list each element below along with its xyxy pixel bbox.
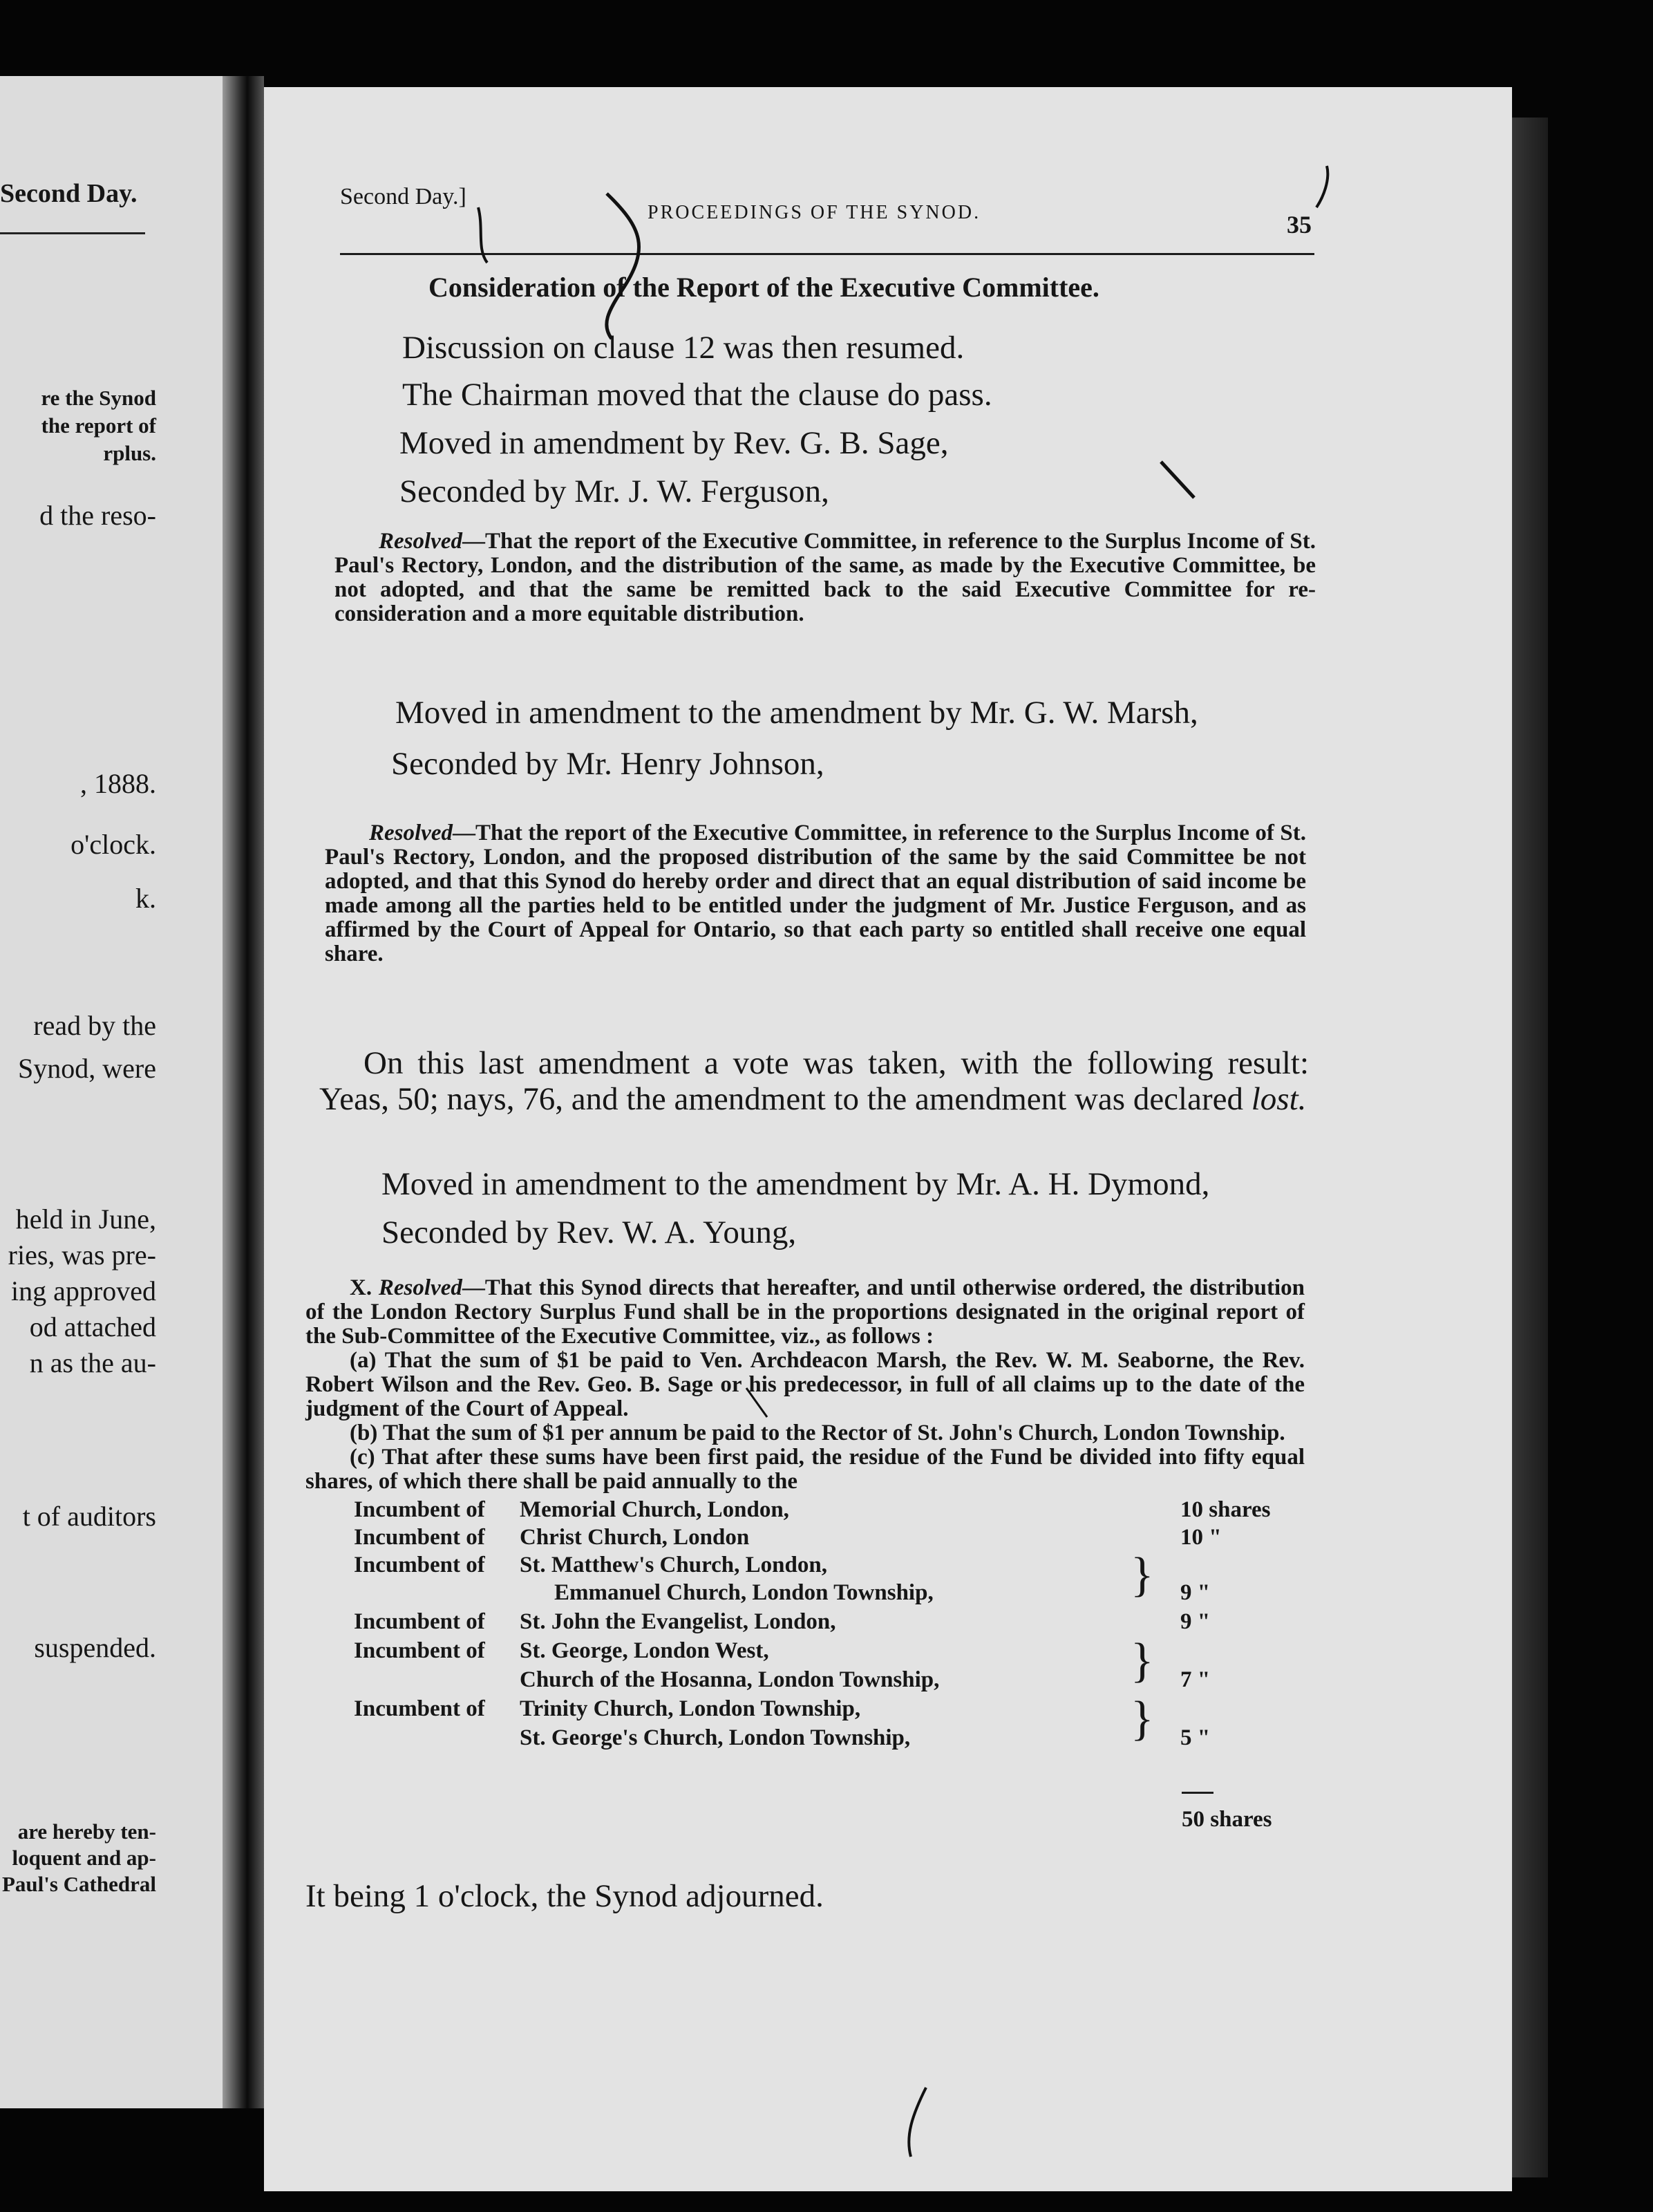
left-line: o'clock.	[70, 829, 156, 860]
row-church: Christ Church, London	[520, 1525, 750, 1550]
paragraph-moved-amendment-to-amendment: Moved in amendment to the amendment by Mr. G. W. Marsh,	[395, 695, 1198, 731]
left-line: ries, was pre-	[8, 1239, 156, 1271]
row-label: Incumbent of	[354, 1497, 485, 1522]
paragraph-seconded-amendment: Seconded by Mr. J. W. Ferguson,	[399, 474, 829, 509]
row-shares: 7 "	[1180, 1667, 1211, 1692]
paragraph-adjourned: It being 1 o'clock, the Synod adjourned.	[305, 1878, 824, 1914]
row-label: Incumbent of	[354, 1638, 485, 1663]
left-line: the report of	[41, 413, 156, 438]
row-shares: 5 "	[1180, 1725, 1211, 1750]
table-brace: }	[1131, 1548, 1154, 1602]
row-label: Incumbent of	[354, 1553, 485, 1577]
paragraph-moved-amendment: Moved in amendment by Rev. G. B. Sage,	[399, 425, 949, 461]
paragraph-resumed: Discussion on clause 12 was then resumed.	[402, 330, 965, 366]
left-line: read by the	[33, 1010, 156, 1041]
row-label: Incumbent of	[354, 1696, 485, 1721]
resolved-label: Resolved	[379, 529, 462, 554]
resolution-prefix: X.	[350, 1275, 372, 1300]
clause-b: (b) That the sum of $1 per annum be paid to the Rector of St. John's Church, London Township.	[350, 1421, 1285, 1445]
row-church: St. John the Evangelist, London,	[520, 1609, 836, 1634]
table-brace: }	[1131, 1692, 1154, 1745]
row-church: St. George's Church, London Township,	[520, 1725, 911, 1750]
pencil-stroke	[909, 2088, 926, 2157]
section-heading: Consideration of the Report of the Executive Committee.	[428, 272, 1099, 303]
left-page-header: Second Day.	[0, 179, 138, 208]
pencil-stroke	[1316, 166, 1328, 207]
row-church: St. George, London West,	[520, 1638, 769, 1663]
row-church: Memorial Church, London,	[520, 1497, 789, 1522]
row-church: Trinity Church, London Township,	[520, 1696, 861, 1721]
left-line: Synod, were	[18, 1053, 156, 1084]
row-shares: 10 "	[1180, 1525, 1222, 1550]
row-church: St. Matthew's Church, London,	[520, 1553, 827, 1577]
left-line: d the reso-	[39, 500, 156, 531]
row-shares: 10 shares	[1180, 1497, 1271, 1522]
page-number: 35	[1287, 211, 1312, 238]
pencil-stroke	[746, 1388, 767, 1417]
row-church: Emmanuel Church, London Township,	[554, 1580, 934, 1605]
row-church: Church of the Hosanna, London Township,	[520, 1667, 940, 1692]
left-line: t of auditors	[22, 1501, 156, 1532]
left-line: re the Synod	[41, 386, 156, 410]
row-label: Incumbent of	[354, 1609, 485, 1634]
left-line: , 1888.	[80, 768, 156, 799]
pencil-stroke	[1161, 462, 1194, 498]
running-header-title: PROCEEDINGS OF THE SYNOD.	[648, 202, 981, 223]
left-line: k.	[135, 883, 156, 914]
running-header-left: Second Day.]	[340, 184, 466, 209]
vote-text: On this last amendment a vote was taken, with the following result: Yeas, 50; nays, 76, and the amendment to the amendment was declared	[319, 1045, 1309, 1117]
vote-result: lost.	[1251, 1081, 1307, 1117]
paragraph-seconded-second-amendment: Seconded by Rev. W. A. Young,	[381, 1215, 797, 1250]
left-line: suspended.	[34, 1632, 156, 1663]
left-line: are hereby ten-	[17, 1819, 156, 1844]
clause-a: (a) That the sum of $1 be paid to Ven. Archdeacon Marsh, the Rev. W. M. Seaborne, the Rev. Robert Wilson and the Rev. Geo. B. Sage or his predecessor, in full of all claims up to the date of the judgment of the Court of Appeal.	[305, 1348, 1305, 1421]
clause-c: (c) That after these sums have been first paid, the residue of the Fund be divided into fifty equal shares, of which there shall be paid annually to the	[305, 1445, 1305, 1494]
table-brace: }	[1131, 1634, 1154, 1687]
left-line: held in June,	[15, 1203, 156, 1235]
left-line: loquent and ap-	[12, 1846, 156, 1870]
paragraph-moved-second-amendment: Moved in amendment to the amendment by Mr. A. H. Dymond,	[381, 1166, 1210, 1202]
left-line: rplus.	[103, 441, 156, 465]
paragraph-chairman: The Chairman moved that the clause do pass.	[402, 377, 992, 413]
paragraph-seconded-amendment-to-amendment: Seconded by Mr. Henry Johnson,	[391, 746, 824, 782]
row-shares: 9 "	[1180, 1580, 1211, 1605]
row-shares: 9 "	[1180, 1609, 1211, 1634]
left-line: ing approved	[11, 1275, 156, 1306]
resolution-text: —That the report of the Executive Committee, in reference to the Surplus Income of St. Paul's Rectory, London, and the proposed distribution of the same by the said Committee be not adopted, and that this Synod do hereby order and direct that an equal distribution of said income be made among all the parties held to be entitled under the judgment of Mr. Justice Ferguson, and as affirmed by the Court of Appeal for Ontario, so that each party so entitled shall receive one equal share.	[325, 821, 1306, 966]
resolution-text: —That this Synod directs that hereafter, and until otherwise ordered, the distribution of the London Rectory Surplus Fund shall be in the proportions designated in the original report of the Sub-Committee of the Executive Committee, viz., as follows :	[305, 1275, 1305, 1349]
resolved-label: Resolved	[369, 821, 453, 845]
left-line: Paul's Cathedral	[1, 1872, 156, 1896]
resolved-label: Resolved	[378, 1275, 462, 1300]
pencil-stroke	[478, 207, 487, 263]
resolution-text: —That the report of the Executive Committee, in reference to the Surplus Income of St. Paul's Rectory, London, and the distribution of the same, as made by the Executive Committee, be not adopted, and that the same be remitted back to the said Executive Committee for re-consideration and a more equitable distribution.	[334, 529, 1316, 626]
left-line: n as the au-	[29, 1347, 156, 1378]
pencil-stroke	[607, 194, 639, 339]
table-total: 50 shares	[1182, 1807, 1272, 1832]
row-label: Incumbent of	[354, 1525, 485, 1550]
left-line: od attached	[29, 1311, 156, 1342]
